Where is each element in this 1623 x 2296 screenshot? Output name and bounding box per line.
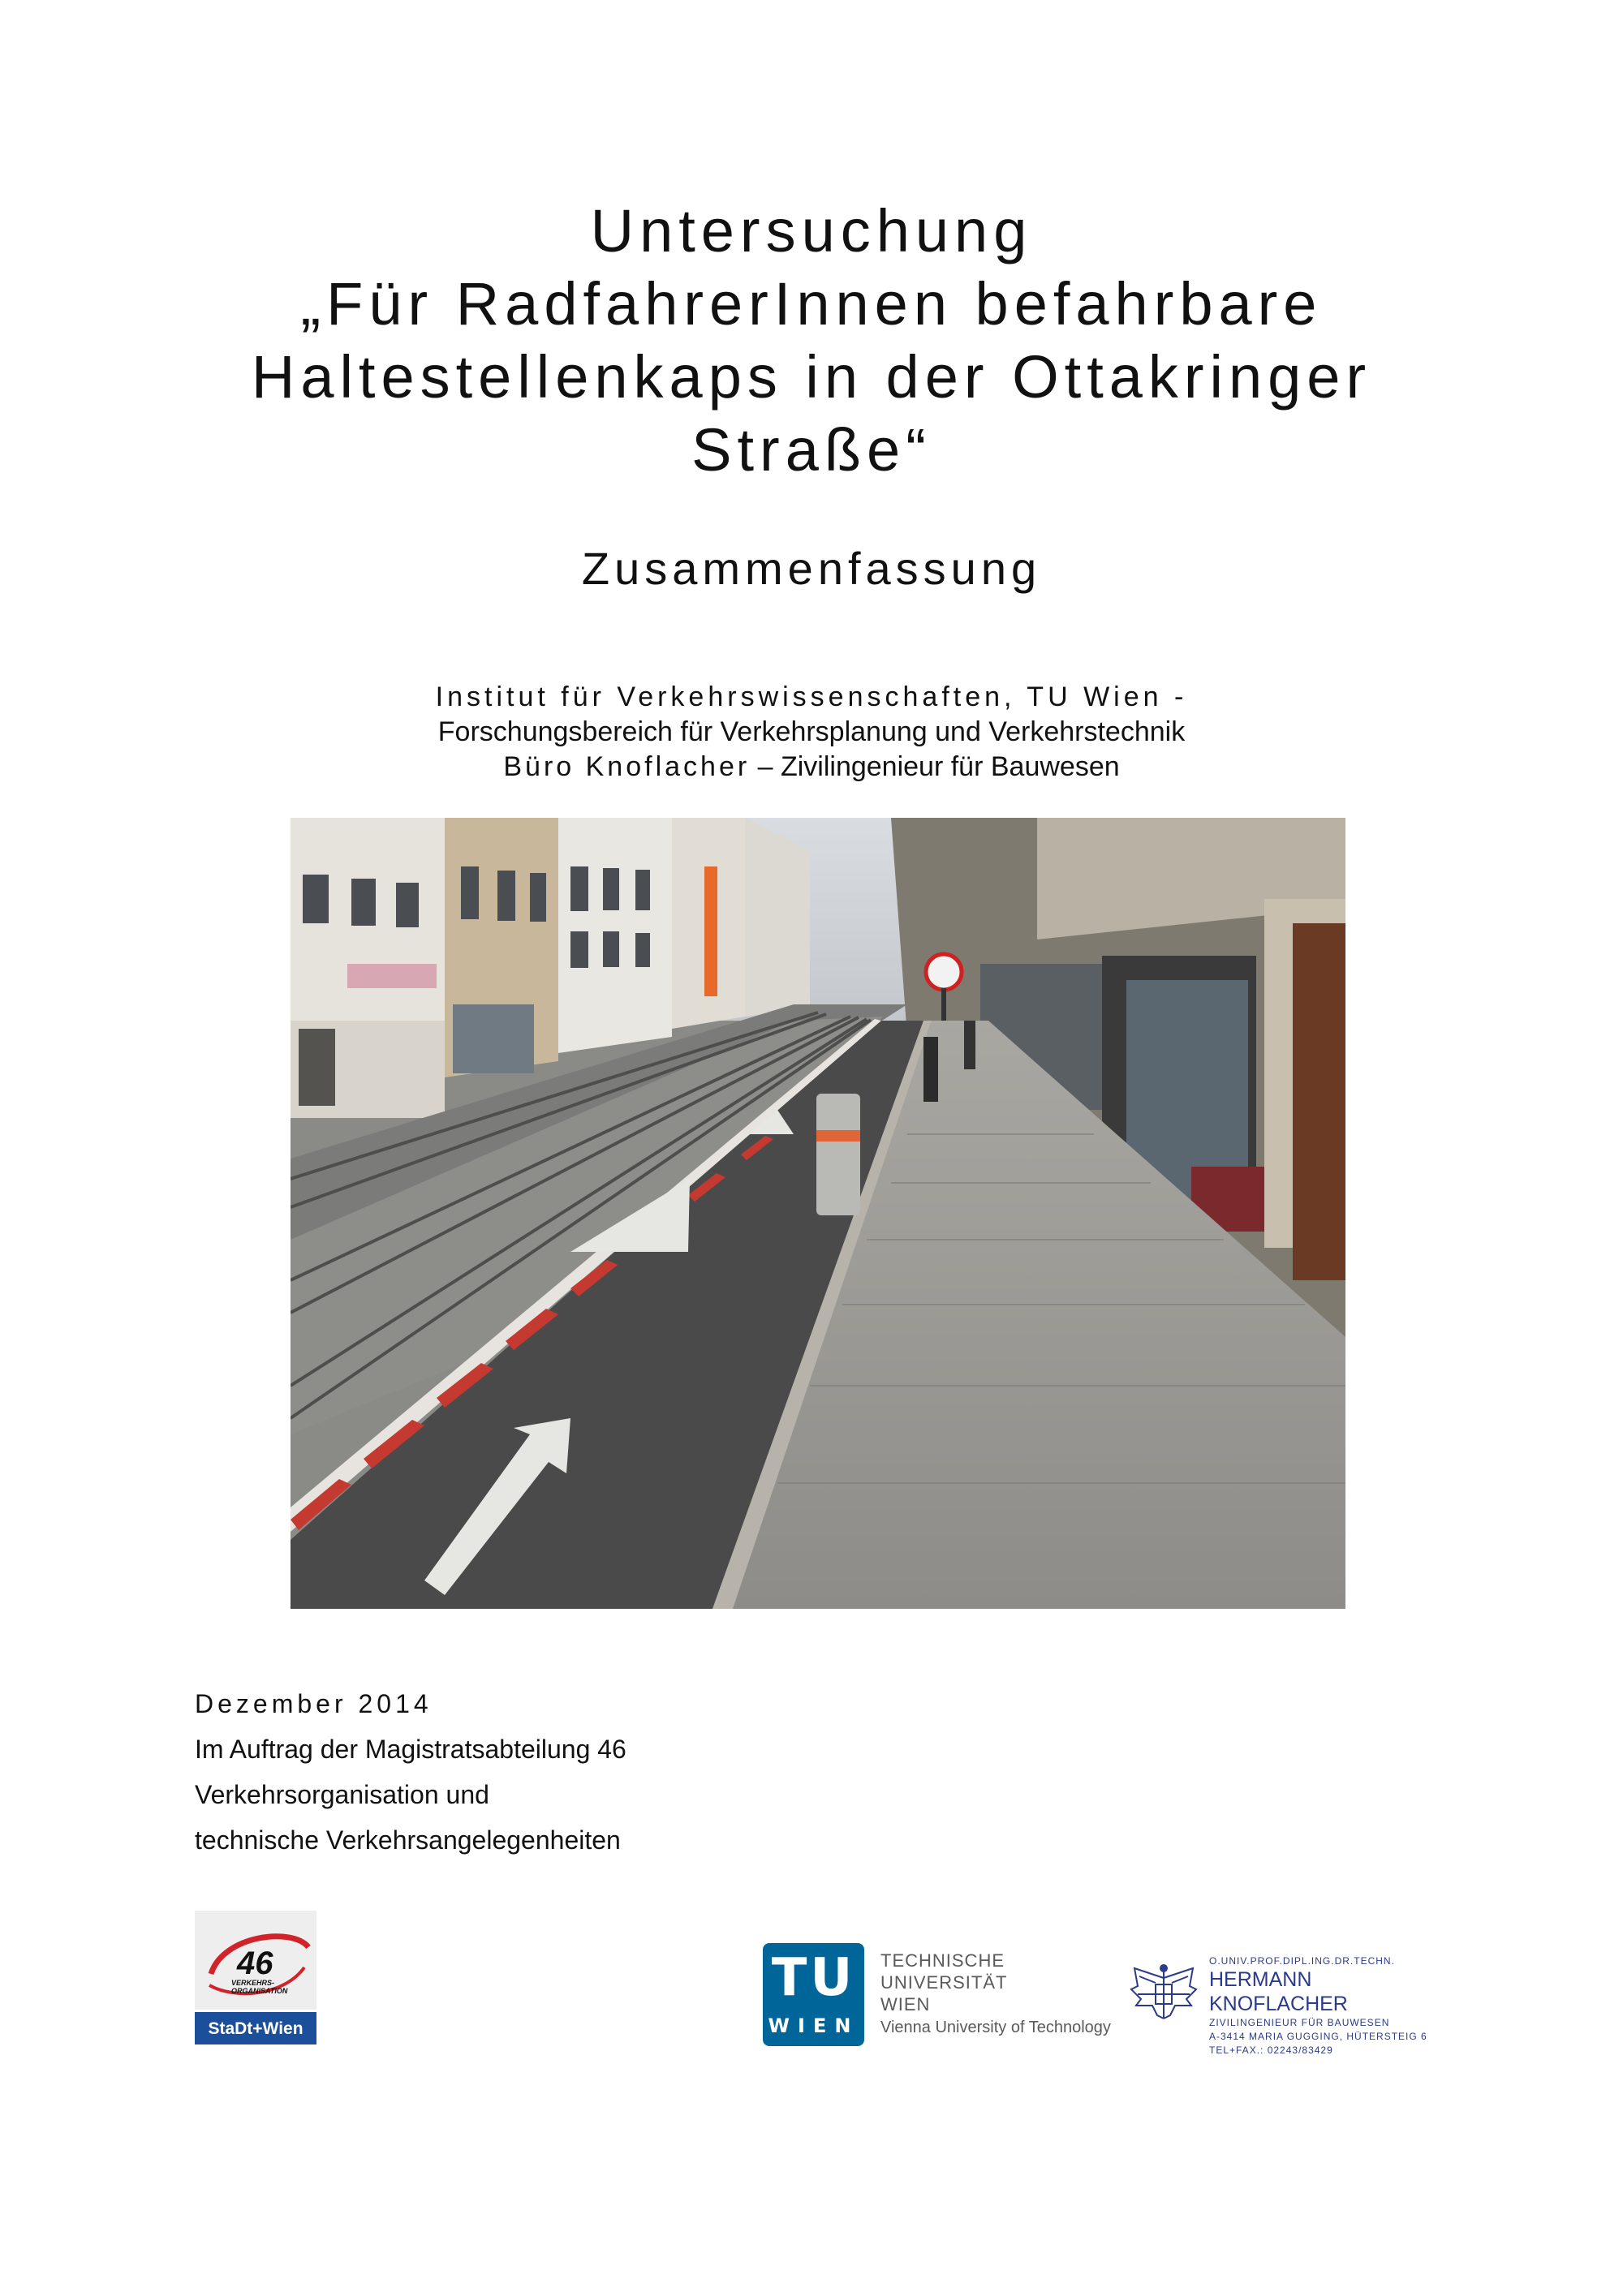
title-line-1: Untersuchung [590,197,1033,264]
knoflacher-phone: TEL+FAX.: 02243/83429 [1209,2044,1333,2056]
department-line-2: technische Verkehrsangelegenheiten [195,1825,621,1855]
publication-date: Dezember 2014 [195,1689,433,1718]
document-title [0,195,1623,487]
institution-line-3 [0,750,1623,785]
tu-name-line-1: TECHNISCHE [880,1950,1005,1971]
tu-name-line-3: WIEN [880,1994,931,2014]
document-meta [195,1681,626,1863]
institution-block [0,680,1623,785]
ma46-sub2: ORGANISATION [231,1987,288,1995]
cover-photo [291,818,1345,1609]
tu-wien-wordmark [880,1950,1111,2039]
commission-line: Im Auftrag der Magistratsabteilung 46 [195,1735,626,1764]
institution-line-2: Forschungsbereich für Verkehrsplanung und Verkehrstechnik [437,716,1186,747]
institution-line-3b: – Zivilingenieur für Bauwesen [750,751,1120,782]
knoflacher-text [1209,1955,1436,2057]
title-line-4: Straße“ [691,416,932,484]
knoflacher-profession: ZIVILINGENIEUR FÜR BAUWESEN [1209,2017,1390,2028]
title-line-3: Haltestellenkaps in der Ottakringer [251,343,1372,411]
knoflacher-address: A-3414 MARIA GUGGING, HÜTERSTEIG 6 [1209,2031,1427,2042]
department-line-1: Verkehrsorganisation und [195,1780,489,1809]
ma46-sub1: VERKEHRS- [231,1979,275,1987]
knoflacher-degree: O.UNIV.PROF.DIPL.ING.DR.TECHN. [1209,1955,1395,1967]
document-subtitle: Zusammenfassung [581,543,1042,594]
tu-mark-text: TU [771,1948,856,2008]
ma46-logo [195,1911,316,2044]
tu-name-english: Vienna University of Technology [880,2019,1111,2036]
ma46-city: StaDt+Wien [208,2019,304,2038]
tu-name-line-2: UNIVERSITÄT [880,1972,1008,1993]
knoflacher-name: HERMANN KNOFLACHER [1209,1968,1348,2015]
tu-wien-mark [763,1943,864,2046]
tu-mark-wien: WIEN [768,2014,859,2037]
knoflacher-logo [1128,1955,1436,2056]
austrian-eagle-icon [1128,1962,1199,2025]
tu-wien-logo [763,1943,1128,2049]
ma46-number: 46 [237,1946,273,1981]
title-line-2: „Für RadfahrerInnen befahrbare [300,270,1323,338]
institution-line-3a: Büro Knoflacher [503,751,751,782]
institution-line-1: Institut für Verkehrswissenschaften, TU Wien - [435,681,1188,712]
